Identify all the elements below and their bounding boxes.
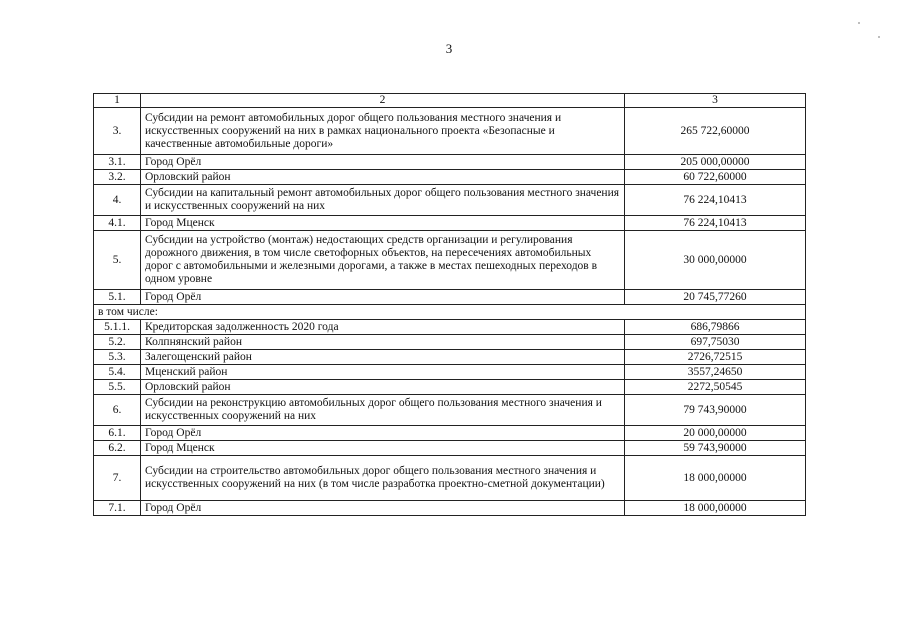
table-row: [94, 170, 806, 185]
page-number: 3: [445, 41, 453, 56]
table-row: [94, 216, 806, 231]
table-row: [94, 395, 806, 426]
row-number: 5.4.: [94, 365, 141, 380]
subheader-row: [94, 305, 806, 320]
row-description: Город Мценск: [141, 441, 625, 456]
row-description: Город Орёл: [141, 155, 625, 170]
row-description: Субсидии на капитальный ремонт автомобильных дорог общего пользования местного значения и искусственных сооружений на них: [141, 185, 625, 216]
table-row: [94, 320, 806, 335]
row-description: Субсидии на ремонт автомобильных дорог общего пользования местного значения и искусственных сооружений на них в рамках национального проекта «Безопасные и качественные автомобильные дороги»: [141, 108, 625, 155]
row-number: 4.: [94, 185, 141, 216]
row-value: 20 745,77260: [625, 290, 806, 305]
row-description: Залегощенский район: [141, 350, 625, 365]
table-row: [94, 108, 806, 155]
row-value: 697,75030: [625, 335, 806, 350]
row-number: 3.1.: [94, 155, 141, 170]
table-row: [94, 441, 806, 456]
row-value: 59 743,90000: [625, 441, 806, 456]
row-description: Субсидии на реконструкцию автомобильных дорог общего пользования местного значения и искусственных сооружений на них: [141, 395, 625, 426]
row-description: Город Мценск: [141, 216, 625, 231]
row-number: 5.1.: [94, 290, 141, 305]
row-number: 6.1.: [94, 426, 141, 441]
table-row: [94, 365, 806, 380]
table-row: [94, 350, 806, 365]
scan-speck: [858, 22, 860, 24]
row-number: 4.1.: [94, 216, 141, 231]
row-description: Субсидии на строительство автомобильных дорог общего пользования местного значения и искусственных сооружений на них (в том числе разработка проектно-сметной документации): [141, 456, 625, 501]
row-number: 6.: [94, 395, 141, 426]
table-header-row: [94, 94, 806, 108]
row-number: 3.2.: [94, 170, 141, 185]
row-number: 5.3.: [94, 350, 141, 365]
table-row: [94, 335, 806, 350]
table-row: [94, 456, 806, 501]
scan-speck: [878, 36, 880, 38]
row-value: 205 000,00000: [625, 155, 806, 170]
header-col-1: 1: [94, 94, 141, 108]
table-row: [94, 380, 806, 395]
row-number: 7.: [94, 456, 141, 501]
row-description: Орловский район: [141, 170, 625, 185]
row-value: 79 743,90000: [625, 395, 806, 426]
row-description: Мценский район: [141, 365, 625, 380]
row-number: 5.1.1.: [94, 320, 141, 335]
row-value: 60 722,60000: [625, 170, 806, 185]
row-value: 76 224,10413: [625, 216, 806, 231]
row-number: 5.: [94, 231, 141, 290]
row-value: 2272,50545: [625, 380, 806, 395]
subheader-text: в том числе:: [94, 305, 806, 320]
subsidy-table: [93, 93, 806, 516]
row-number: 5.5.: [94, 380, 141, 395]
row-number: 3.: [94, 108, 141, 155]
row-number: 6.2.: [94, 441, 141, 456]
row-description: Город Орёл: [141, 290, 625, 305]
table-row: [94, 231, 806, 290]
row-value: 20 000,00000: [625, 426, 806, 441]
row-description: Субсидии на устройство (монтаж) недостающих средств организации и регулирования дорожного движения, в том числе светофорных объектов, на пересечениях автомобильных дорог с автомобильными и железными дорогами, а также в местах пешеходных переходов в одном уровне: [141, 231, 625, 290]
header-col-2: 2: [141, 94, 625, 108]
table-row: [94, 501, 806, 516]
row-value: 2726,72515: [625, 350, 806, 365]
row-description: Колпнянский район: [141, 335, 625, 350]
row-value: 265 722,60000: [625, 108, 806, 155]
row-value: 18 000,00000: [625, 456, 806, 501]
row-value: 686,79866: [625, 320, 806, 335]
row-number: 5.2.: [94, 335, 141, 350]
table-row: [94, 290, 806, 305]
header-col-3: 3: [625, 94, 806, 108]
row-value: 18 000,00000: [625, 501, 806, 516]
row-value: 30 000,00000: [625, 231, 806, 290]
table-row: [94, 426, 806, 441]
row-description: Кредиторская задолженность 2020 года: [141, 320, 625, 335]
row-description: Орловский район: [141, 380, 625, 395]
row-description: Город Орёл: [141, 426, 625, 441]
row-value: 76 224,10413: [625, 185, 806, 216]
row-value: 3557,24650: [625, 365, 806, 380]
row-description: Город Орёл: [141, 501, 625, 516]
table-row: [94, 155, 806, 170]
table-row: [94, 185, 806, 216]
row-number: 7.1.: [94, 501, 141, 516]
